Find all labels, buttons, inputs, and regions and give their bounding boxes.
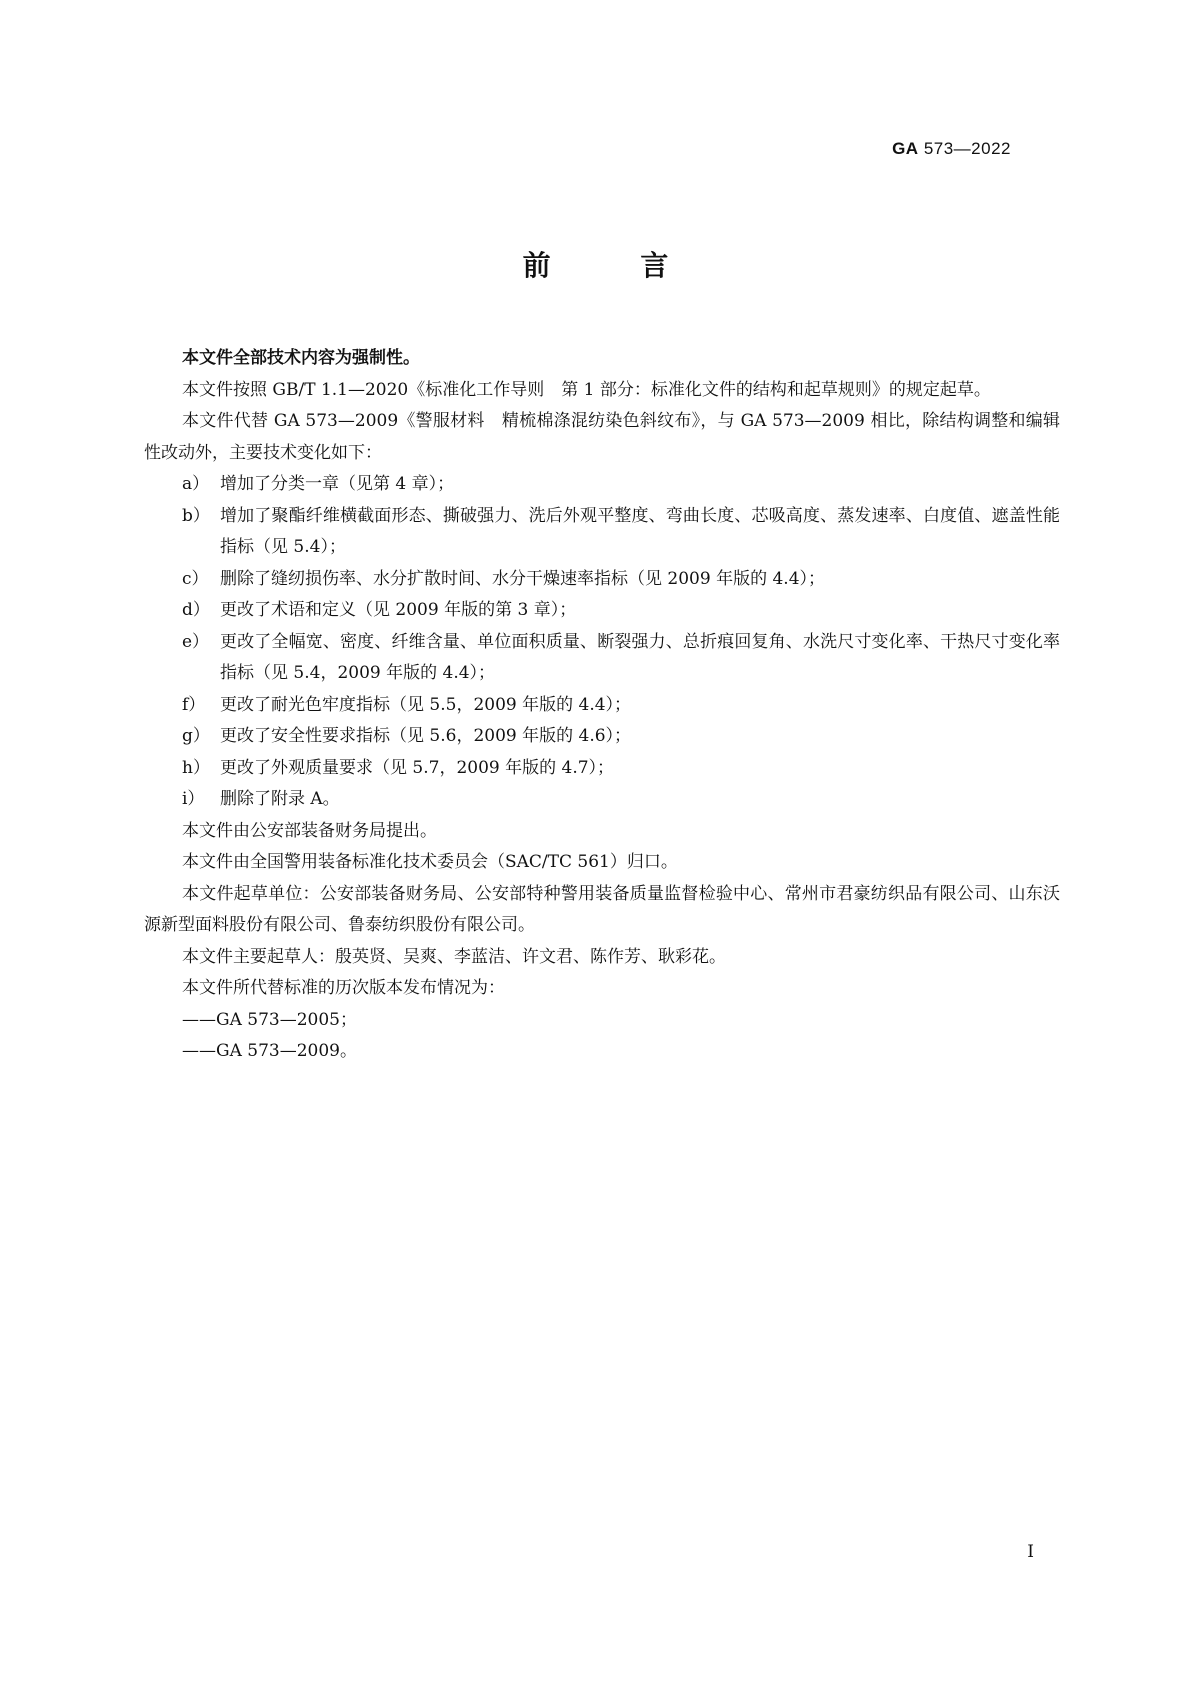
list-item-text: 更改了耐光色牢度指标（见 5.5，2009 年版的 4.4）； xyxy=(220,694,632,715)
list-item-text: 更改了全幅宽、密度、纤维含量、单位面积质量、断裂强力、总折痕回复角、水洗尺寸变化率、干热尺寸变化率指标（见 5.4，2009 年版的 4.4）； xyxy=(220,631,1060,683)
list-marker: f） xyxy=(182,694,206,715)
list-item xyxy=(144,501,1060,564)
list-marker: c） xyxy=(182,568,209,589)
list-item-text: 更改了术语和定义（见 2009 年版的第 3 章）； xyxy=(220,600,577,620)
changes-list xyxy=(144,469,1060,816)
history-item: ——GA 573—2005； xyxy=(182,1009,357,1030)
list-item-text: 更改了安全性要求指标（见 5.6，2009 年版的 4.6）； xyxy=(220,726,632,746)
history-item: ——GA 573—2009。 xyxy=(182,1041,357,1061)
list-marker: d） xyxy=(182,600,210,620)
drafting-basis-paragraph: 本文件按照 GB/T 1.1—2020《标准化工作导则 第 1 部分：标准化文件的结构和起草规则》的规定起草。 xyxy=(182,379,991,400)
list-marker: g） xyxy=(182,726,210,746)
list-item-text: 更改了外观质量要求（见 5.7，2009 年版的 4.7）； xyxy=(220,757,615,778)
replacement-paragraph: 本文件代替 GA 573—2009《警服材料 精梳棉涤混纺染色斜纹布》，与 GA 573—2009 相比，除结构调整和编辑性改动外，主要技术变化如下： xyxy=(144,411,1060,463)
document-code xyxy=(892,139,1011,159)
history-intro-paragraph: 本文件所代替标准的历次版本发布情况为： xyxy=(182,978,505,998)
list-marker: h） xyxy=(182,757,210,778)
list-item-text: 增加了分类一章（见第 4 章）； xyxy=(220,474,455,494)
list-item-text: 删除了缝纫损伤率、水分扩散时间、水分干燥速率指标（见 2009 年版的 4.4）； xyxy=(220,568,826,589)
list-marker: e） xyxy=(182,631,210,652)
drafting-units-paragraph: 本文件起草单位：公安部装备财务局、公安部特种警用装备质量监督检验中心、常州市君豪纺织品有限公司、山东沃源新型面料股份有限公司、鲁泰纺织股份有限公司。 xyxy=(144,883,1060,935)
list-item xyxy=(144,627,1060,690)
document-body xyxy=(144,343,1060,1068)
list-item xyxy=(144,753,1060,785)
mandatory-statement: 本文件全部技术内容为强制性。 xyxy=(182,348,420,368)
history-list xyxy=(144,1005,1060,1068)
section-title: 前 言 xyxy=(522,249,709,282)
list-item xyxy=(144,564,1060,596)
document-code-prefix: GA xyxy=(892,139,919,158)
list-item xyxy=(144,784,1060,816)
list-item xyxy=(144,690,1060,722)
drafters-paragraph: 本文件主要起草人：殷英贤、吴爽、李蓝洁、许文君、陈作芳、耿彩花。 xyxy=(182,946,726,967)
page-number: I xyxy=(1027,1542,1034,1562)
list-item-text: 删除了附录 A。 xyxy=(220,789,340,809)
list-item xyxy=(144,721,1060,753)
list-marker: i） xyxy=(182,789,205,809)
list-marker: b） xyxy=(182,505,210,526)
committee-paragraph: 本文件由全国警用装备标准化技术委员会（SAC/TC 561）归口。 xyxy=(182,852,678,872)
list-item-text: 增加了聚酯纤维横截面形态、撕破强力、洗后外观平整度、弯曲长度、芯吸高度、蒸发速率、白度值、遮盖性能指标（见 5.4）； xyxy=(220,505,1060,557)
list-marker: a） xyxy=(182,474,210,494)
list-item xyxy=(144,595,1060,627)
list-item xyxy=(144,469,1060,501)
document-code-number: 573—2022 xyxy=(923,139,1011,158)
proposer-paragraph: 本文件由公安部装备财务局提出。 xyxy=(182,820,437,841)
